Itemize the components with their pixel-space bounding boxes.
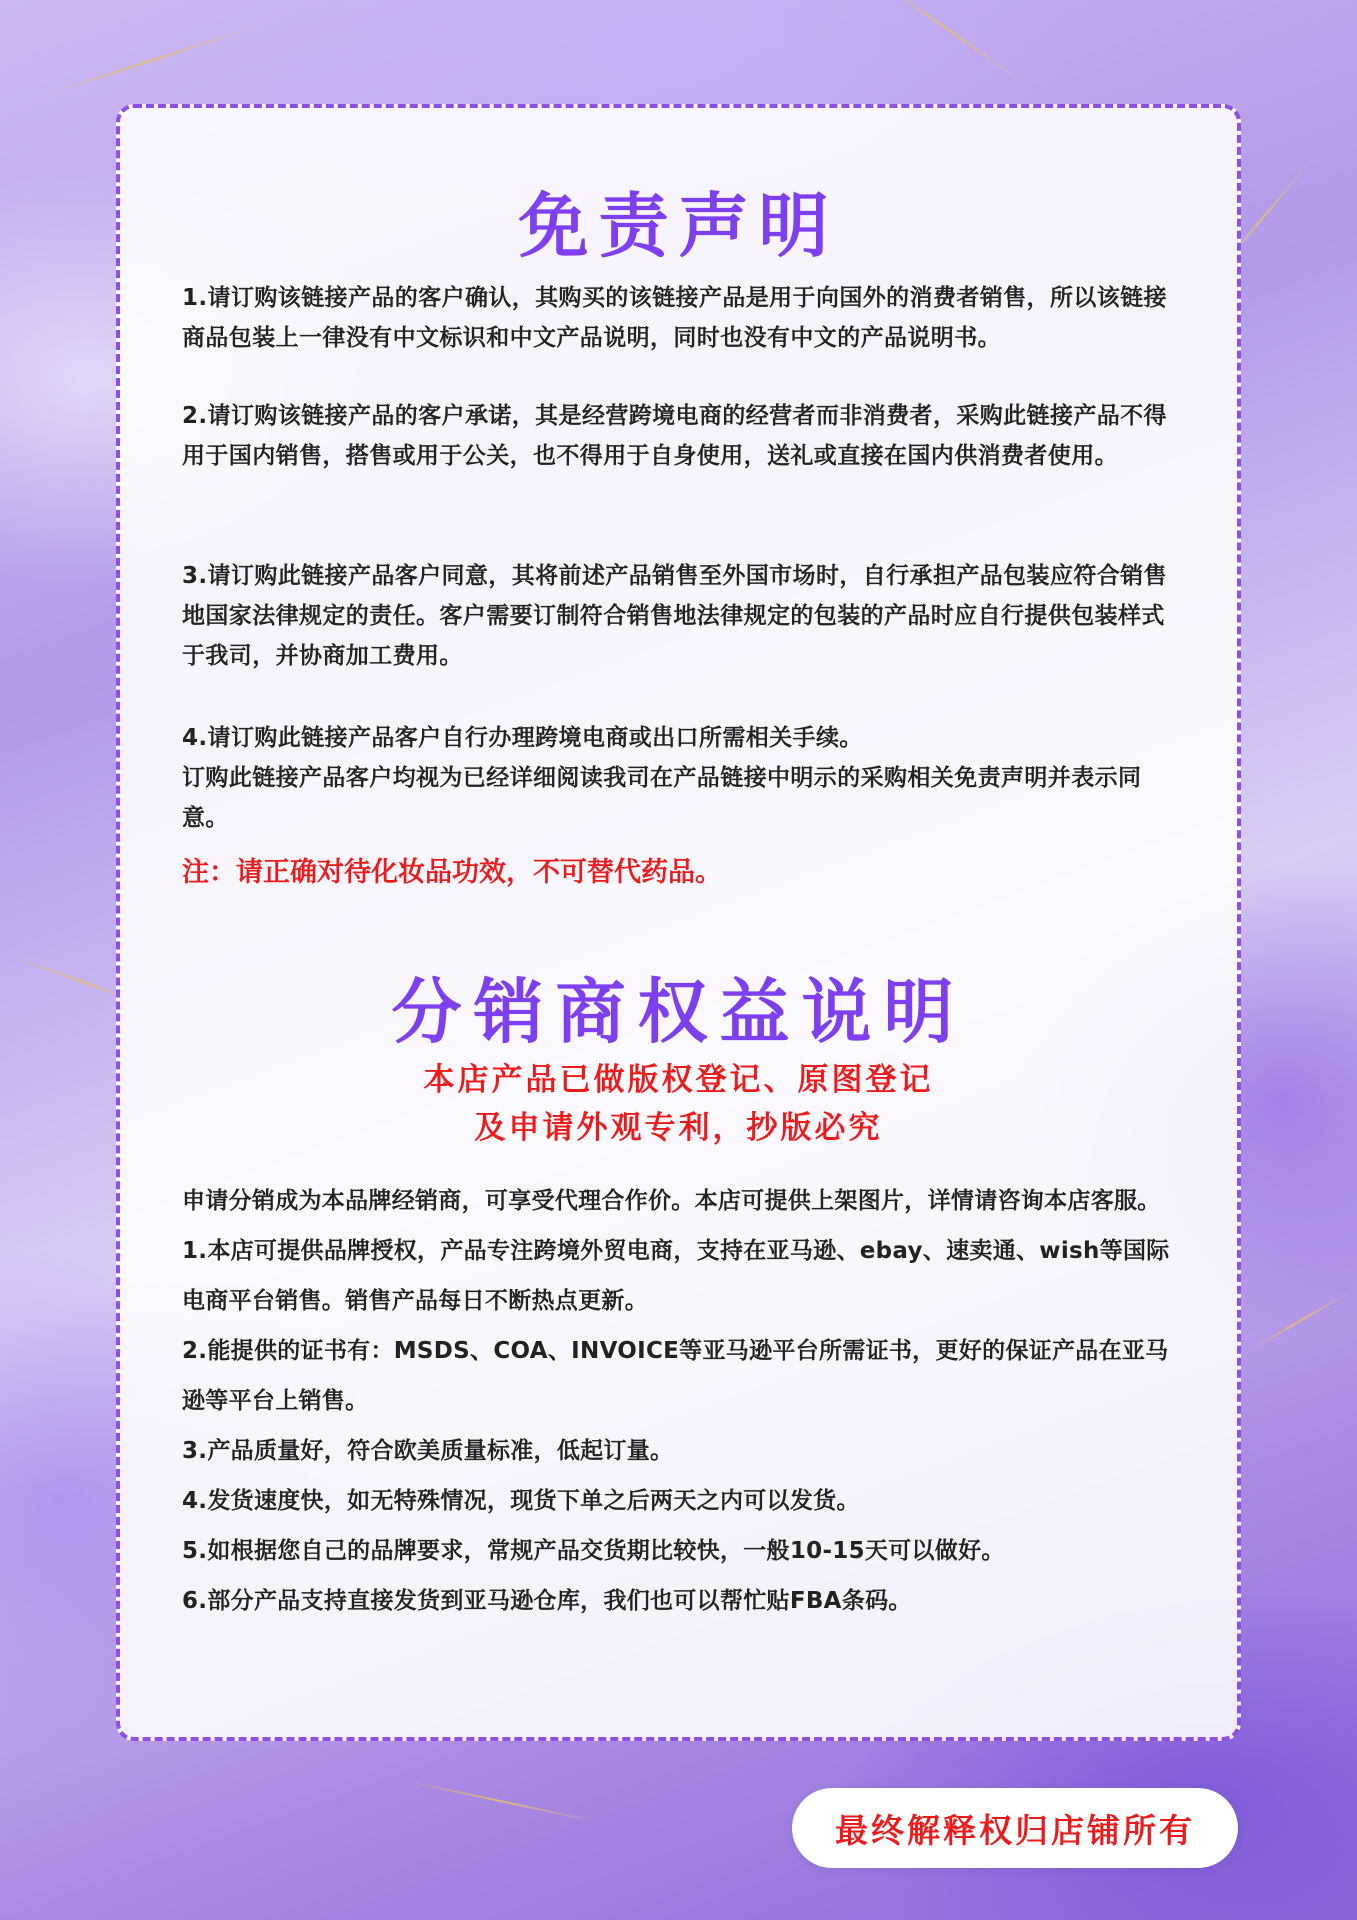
distribution-item: 1.本店可提供品牌授权，产品专注跨境外贸电商，支持在亚马逊、ebay、速卖通、wish等国际电商平台销售。销售产品每日不断热点更新。 <box>182 1238 1170 1314</box>
disclaimer-paragraph-3: 3.请订购此链接产品客户同意，其将前述产品销售至外国市场时，自行承担产品包装应符合销售地国家法律规定的责任。客户需要订制符合销售地法律规定的包装的产品时应自行提供包装样式于我司，并协商加工费用。 <box>182 563 1167 669</box>
background-sparkle <box>1248 1290 1353 1352</box>
distribution-title: 分销商权益说明 <box>391 971 966 1053</box>
disclaimer-paragraph-5: 订购此链接产品客户均视为已经详细阅读我司在产品链接中明示的采购相关免责声明并表示同意。 <box>182 765 1142 831</box>
footer-badge <box>792 1788 1238 1868</box>
distribution-item: 5.如根据您自己的品牌要求，常规产品交货期比较快，一般10-15天可以做好。 <box>182 1538 1005 1564</box>
content-panel <box>116 104 1241 1741</box>
disclaimer-paragraph-2: 2.请订购该链接产品的客户承诺，其是经营跨境电商的经营者而非消费者，采购此链接产品不得用于国内销售，搭售或用于公关，也不得用于自身使用，送礼或直接在国内供消费者使用。 <box>182 403 1167 469</box>
background-sparkle <box>45 26 255 96</box>
distribution-item: 2.能提供的证书有：MSDS、COA、INVOICE等亚马逊平台所需证书，更好的保证产品在亚马逊等平台上销售。 <box>182 1338 1169 1414</box>
disclaimer-paragraph-4: 4.请订购此链接产品客户自行办理跨境电商或出口所需相关手续。 <box>182 725 863 751</box>
disclaimer-title: 免责声明 <box>518 185 839 267</box>
background-sparkle <box>876 0 1025 83</box>
distribution-item: 3.产品质量好，符合欧美质量标准，低起订量。 <box>182 1438 674 1464</box>
copyright-notice-line-2: 及申请外观专利，抄版必究 <box>474 1110 883 1146</box>
distribution-item: 4.发货速度快，如无特殊情况，现货下单之后两天之内可以发货。 <box>182 1488 860 1514</box>
footer-label: 最终解释权归店铺所有 <box>835 1810 1195 1850</box>
cosmetics-note: 注：请正确对待化妆品功效，不可替代药品。 <box>182 857 722 888</box>
distribution-benefits <box>182 1176 1182 1626</box>
distribution-intro: 申请分销成为本品牌经销商，可享受代理合作价。本店可提供上架图片，详情请咨询本店客服。 <box>182 1188 1161 1214</box>
background-sparkle <box>402 1779 598 1823</box>
distribution-item: 6.部分产品支持直接发货到亚马逊仓库，我们也可以帮忙贴FBA条码。 <box>182 1588 912 1614</box>
copyright-notice-line-1: 本店产品已做版权登记、原图登记 <box>423 1062 934 1098</box>
disclaimer-paragraph-1: 1.请订购该链接产品的客户确认，其购买的该链接产品是用于向国外的消费者销售，所以该链接商品包装上一律没有中文标识和中文产品说明，同时也没有中文的产品说明书。 <box>182 285 1167 351</box>
